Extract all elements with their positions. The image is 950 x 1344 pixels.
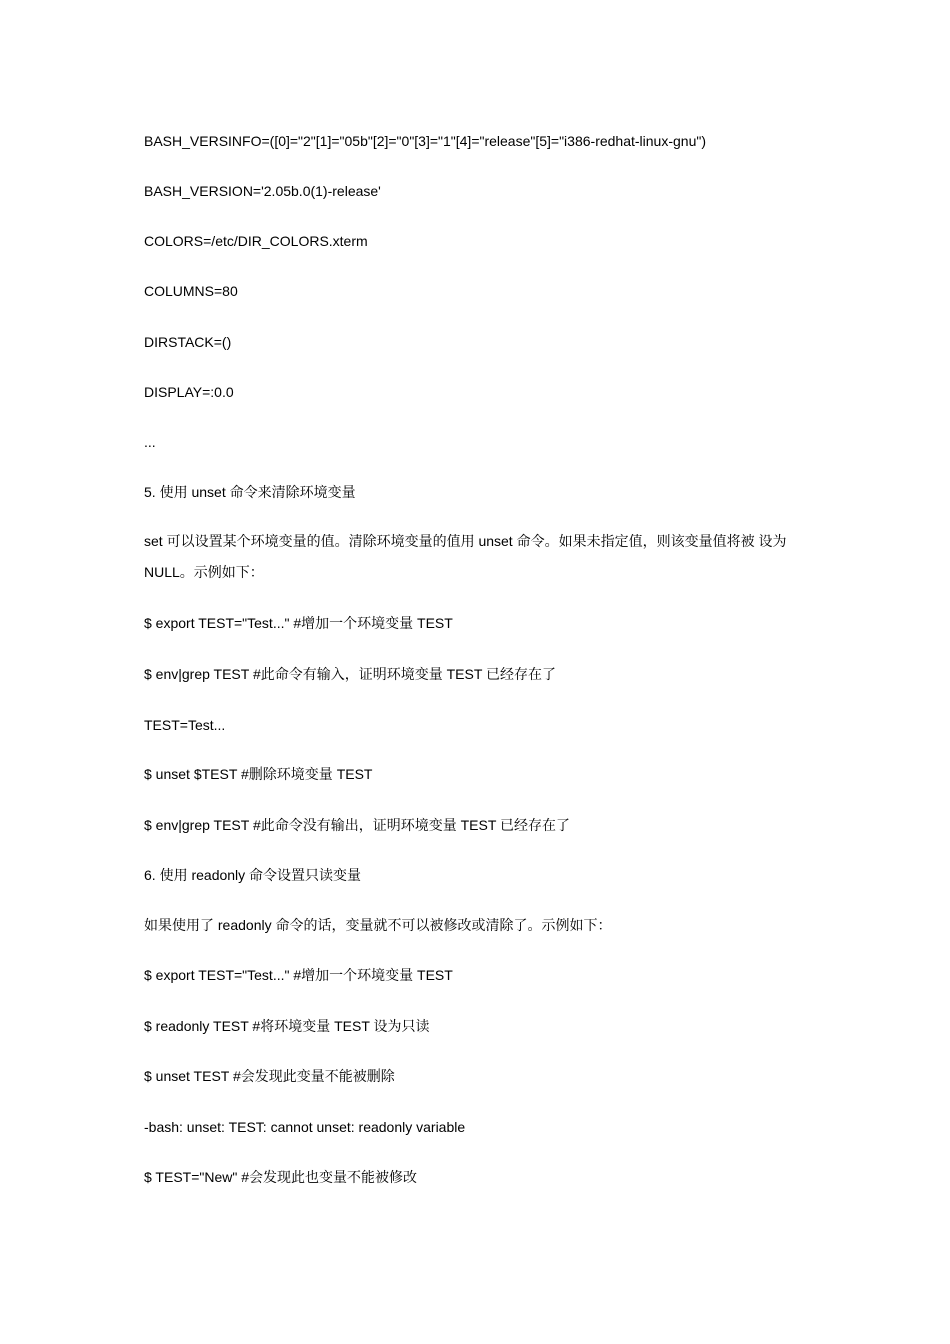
text-line-columns: COLUMNS=80: [144, 283, 238, 299]
output-line-test-value: TEST=Test...: [144, 717, 226, 733]
text-line-ellipsis: ...: [144, 434, 156, 450]
code-line-export-test: $ export TEST="Test..." #增加一个环境变量 TEST: [144, 615, 453, 631]
section-heading-unset: 5. 使用 unset 命令来清除环境变量: [144, 484, 356, 500]
code-line-assign-new: $ TEST="New" #会发现此也变量不能被修改: [144, 1169, 417, 1185]
paragraph-readonly-description: 如果使用了 readonly 命令的话，变量就不可以被修改或清除了。示例如下：: [144, 917, 612, 933]
output-line-bash-error: -bash: unset: TEST: cannot unset: readonly variable: [144, 1119, 466, 1135]
paragraph-unset-description: set 可以设置某个环境变量的值。清除环境变量的值用 unset 命令。如果未指定值，则该变量值将被 设为 NULL。示例如下：: [144, 533, 787, 580]
code-line-unset-test: $ unset $TEST #删除环境变量 TEST: [144, 766, 373, 782]
text-line-dirstack: DIRSTACK=(): [144, 334, 232, 350]
code-line-export-test-2: $ export TEST="Test..." #增加一个环境变量 TEST: [144, 967, 453, 983]
code-line-env-grep-none: $ env|grep TEST #此命令没有输出，证明环境变量 TEST 已经存在了: [144, 817, 571, 833]
text-line-bash-versinfo: BASH_VERSINFO=([0]="2"[1]="05b"[2]="0"[3]="1"[4]="release"[5]="i386-redhat-linux-gnu"): [144, 133, 706, 149]
section-heading-readonly: 6. 使用 readonly 命令设置只读变量: [144, 867, 362, 883]
code-line-readonly-test: $ readonly TEST #将环境变量 TEST 设为只读: [144, 1018, 430, 1034]
text-line-bash-version: BASH_VERSION='2.05b.0(1)-release': [144, 183, 381, 199]
code-line-env-grep-exists: $ env|grep TEST #此命令有输入，证明环境变量 TEST 已经存在了: [144, 666, 557, 682]
text-line-colors: COLORS=/etc/DIR_COLORS.xterm: [144, 233, 368, 249]
code-line-unset-readonly: $ unset TEST #会发现此变量不能被删除: [144, 1068, 395, 1084]
text-line-display: DISPLAY=:0.0: [144, 384, 234, 400]
